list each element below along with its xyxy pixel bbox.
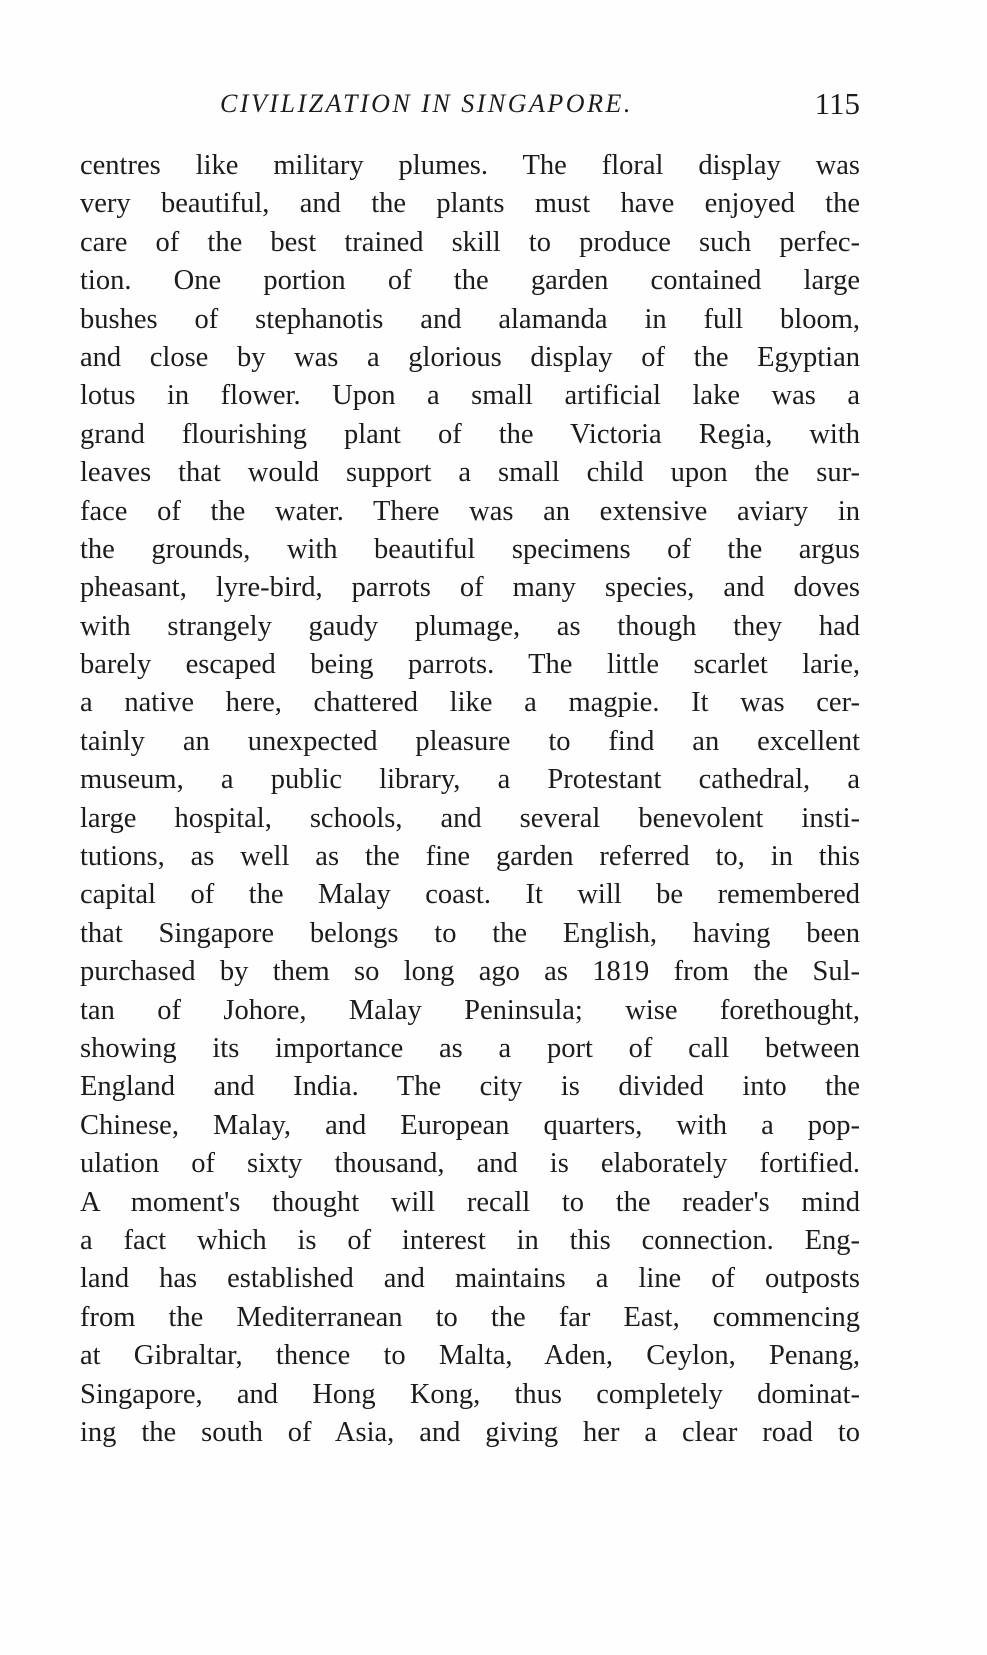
text-line: barely escaped being parrots. The little scarlet larie, [80,649,860,681]
text-line: from the Mediterranean to the far East, commencing [80,1301,860,1333]
text-line: leaves that would support a small child upon the sur- [80,457,860,489]
text-line: A moment's thought will recall to the reader's mind [80,1186,860,1218]
text-line: care of the best trained skill to produce such perfec- [80,226,860,258]
text-line: capital of the Malay coast. It will be remembered [80,879,860,911]
text-line: and close by was a glorious display of the Egyptian [80,341,860,373]
text-line: large hospital, schools, and several benevolent insti- [80,802,860,834]
text-line: a fact which is of interest in this connection. Eng- [80,1224,860,1256]
text-line: lotus in flower. Upon a small artificial lake was a [80,380,860,412]
text-line: bushes of stephanotis and alamanda in full bloom, [80,303,860,335]
page-number: 115 [814,86,860,121]
running-title: CIVILIZATION IN SINGAPORE. [220,89,633,118]
text-line: tutions, as well as the fine garden referred to, in this [80,841,860,873]
text-line: tan of Johore, Malay Peninsula; wise forethought, [80,994,860,1026]
text-line: land has established and maintains a line of outposts [80,1263,860,1295]
text-line: face of the water. There was an extensive aviary in [80,495,860,527]
text-line: with strangely gaudy plumage, as though they had [80,610,860,642]
text-line: museum, a public library, a Protestant cathedral, a [80,764,860,796]
text-line: showing its importance as a port of call between [80,1032,860,1064]
text-line: Chinese, Malay, and European quarters, with a pop- [80,1109,860,1141]
text-line: at Gibraltar, thence to Malta, Aden, Ceylon, Penang, [80,1340,860,1372]
text-line: a native here, chattered like a magpie. It was cer- [80,687,860,719]
text-line: tion. One portion of the garden contained large [80,265,860,297]
text-line: ulation of sixty thousand, and is elaborately fortified. [80,1148,860,1180]
running-head [80,82,860,126]
text-line: that Singapore belongs to the English, having been [80,917,860,949]
text-line: England and India. The city is divided into the [80,1071,860,1103]
text-line: Singapore, and Hong Kong, thus completely dominat- [80,1378,860,1410]
text-line: grand flourishing plant of the Victoria Regia, with [80,418,860,450]
body-text [80,147,860,1452]
text-line: pheasant, lyre-bird, parrots of many species, and doves [80,572,860,604]
text-line: the grounds, with beautiful specimens of the argus [80,533,860,565]
text-line: tainly an unexpected pleasure to find an excellent [80,725,860,757]
text-line: centres like military plumes. The floral display was [80,150,860,181]
text-line: ing the south of Asia, and giving her a clear road to [80,1416,860,1448]
text-line: very beautiful, and the plants must have enjoyed the [80,188,860,220]
text-line: purchased by them so long ago as 1819 from the Sul- [80,956,860,988]
